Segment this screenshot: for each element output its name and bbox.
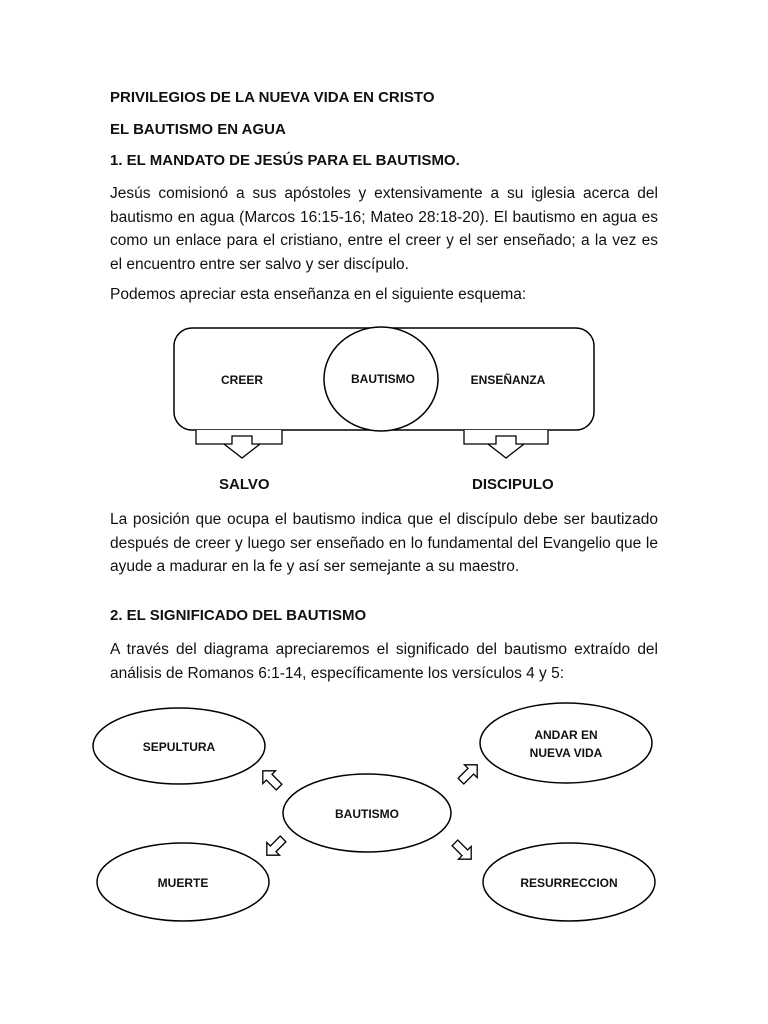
node-andar-nueva-vida	[480, 703, 652, 783]
result-salvo: SALVO	[219, 476, 270, 493]
arrow-down-left-icon	[196, 430, 282, 458]
arrow-down-left-icon	[260, 833, 289, 862]
section-2-heading: 2. EL SIGNIFICADO DEL BAUTISMO	[110, 607, 367, 624]
scheme-left-label: CREER	[220, 373, 264, 387]
node-bautismo-label: BAUTISMO	[335, 807, 399, 821]
document-subtitle: EL BAUTISMO EN AGUA	[110, 121, 286, 138]
node-resurreccion-label: RESURRECCION	[520, 876, 618, 890]
diagram-intro: Podemos apreciar esta enseñanza en el siguiente esquema:	[110, 286, 527, 303]
section-1-paragraph: Jesús comisionó a sus apóstoles y extensivamente a su iglesia acerca del bautismo en agua (Marcos 16:15-16; Mateo 28:18-20). El bautismo en agua es como un enlace para el cristiano, entre el creer y el ser enseñado; a la vez es el encuentro entre ser salvo y ser discípulo.	[110, 185, 658, 273]
node-andar-label-line1: ANDAR EN	[534, 728, 598, 742]
result-discipulo: DISCIPULO	[472, 476, 554, 493]
section-2-paragraph: A través del diagrama apreciaremos el significado del bautismo extraído del análisis de Romanos 6:1-14, específicamente los versículos 4 y 5:	[110, 641, 658, 682]
position-paragraph: La posición que ocupa el bautismo indica que el discípulo debe ser bautizado después de creer y luego ser enseñado en lo fundamental del Evangelio que le ayude a madurar en la fe y así ser semejante a su maestro.	[110, 511, 658, 575]
node-sepultura-label: SEPULTURA	[142, 740, 216, 754]
document-title: PRIVILEGIOS DE LA NUEVA VIDA EN CRISTO	[110, 89, 435, 106]
arrow-up-right-icon	[455, 758, 484, 787]
node-muerte-label: MUERTE	[157, 876, 209, 890]
section-1-heading: 1. EL MANDATO DE JESÚS PARA EL BAUTISMO.	[110, 152, 460, 169]
node-andar-label-line2: NUEVA VIDA	[529, 746, 603, 760]
baptism-scheme-diagram	[0, 0, 768, 500]
arrow-down-right-icon	[464, 430, 548, 458]
arrow-down-right-icon	[449, 837, 478, 866]
arrow-up-left-icon	[256, 764, 285, 793]
scheme-right-label: ENSEÑANZA	[470, 373, 546, 387]
scheme-center-label: BAUTISMO	[351, 372, 415, 386]
baptism-meaning-diagram	[0, 690, 768, 950]
